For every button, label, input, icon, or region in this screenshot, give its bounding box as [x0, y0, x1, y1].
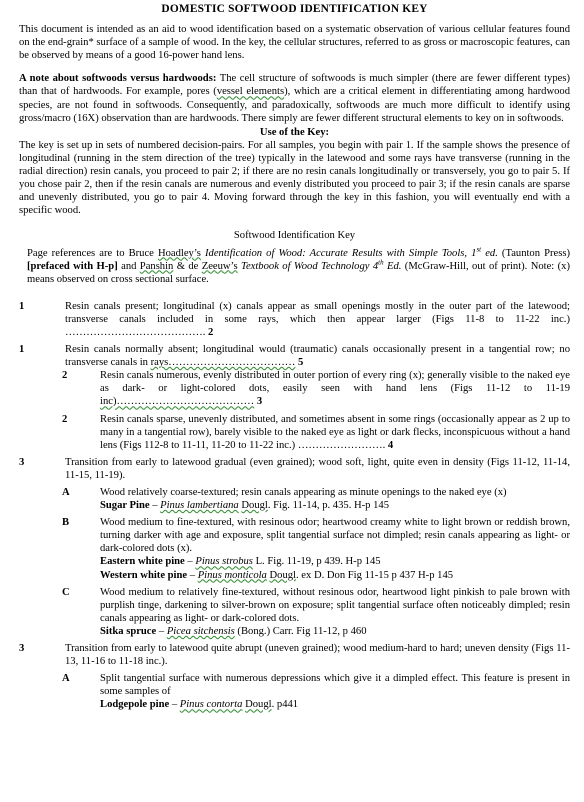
key-entry [19, 486, 570, 512]
ref-hoadley: Hoadley’s [157, 247, 201, 259]
entry-text [100, 486, 570, 512]
entry-description: Resin canals normally absent; longitudinal would (traumatic) canals occasionally present in a tangential row; no transverse canals in [65, 344, 570, 369]
entry-description: Wood medium to relatively fine-textured, without resinous odor, heartwood light pinkish to pale brown with purplish tinge, darkening to silver-brown on exposure; split tangential surface often noticeably dimpled; resin canals appearing as light- or dark-colored dots. [100, 586, 570, 624]
entry-goto: 5 [298, 357, 304, 369]
species-common-name: Eastern white pine [100, 556, 185, 568]
key-entry [19, 642, 570, 668]
entry-number: 2 [62, 413, 68, 425]
key-heading: Softwood Identification Key [233, 230, 356, 242]
species-common-name: Sitka spruce [100, 625, 157, 637]
ref-book2-sup: th [378, 258, 384, 267]
ref-book1 [205, 244, 498, 259]
species-line [100, 625, 570, 638]
species-line [100, 499, 570, 512]
entry-text [100, 586, 570, 638]
species-author: Dougl [245, 699, 272, 711]
ref-panshin: Panshin [139, 260, 174, 272]
entry-goto: 4 [387, 439, 394, 451]
species-line [100, 698, 570, 711]
ref-text: and [117, 260, 140, 272]
ref-book1-title: Identification of Wood: Accurate Results with Simple Tools, 1 [205, 247, 477, 259]
ref-book2-end: Ed. [383, 260, 402, 272]
ref-book2 [241, 258, 402, 272]
document-title: DOMESTIC SOFTWOOD IDENTIFICATION KEY [161, 3, 428, 15]
entry-description: Split tangential surface with numerous depressions which give it a dimpled effect. This feature is present in some samples of [100, 673, 570, 698]
species-separator: – [156, 625, 167, 637]
key-entry [19, 413, 570, 452]
entry-description: Transition from early to latewood gradual (even grained); wood soft, light, quite even in density (Figs 11-12, 11-14, 11-15, 11-19). [65, 456, 570, 481]
species-common-name: Sugar Pine [100, 500, 150, 512]
species-author: Dougl [269, 569, 296, 581]
species-reference: . p441 [271, 699, 299, 711]
key-entry [19, 369, 570, 408]
species-latin-name: Pinus monticola [197, 569, 267, 581]
entry-description: Resin canals present; longitudinal (x) canals appear as small openings mostly in the outer part of the latewood; transverse canals included in some rays, which then appear larger (Figs 11-8 to 11-22 inc.) …………………………………. [65, 300, 570, 338]
species-separator: – [149, 500, 161, 512]
entry-text [100, 413, 570, 452]
species-latin-name: Pinus lambertiana [160, 500, 239, 512]
species-separator: – [184, 556, 196, 568]
species-author: Dougl [241, 500, 268, 512]
entry-goto: 2 [208, 326, 214, 338]
key-entry [19, 300, 570, 339]
use-heading: Use of the Key: [259, 126, 330, 138]
entry-description: Transition from early to latewood quite abrupt (uneven grained); wood medium-hard to hard; uneven density (Figs 11-13, 11-16 to 11-18 inc.). [65, 643, 570, 668]
entry-text [100, 369, 570, 408]
entry-goto: 3 [256, 396, 263, 408]
entry-number: A [62, 487, 70, 498]
species-reference: . Fig. 11-14, p. 435. H-p 145 [267, 500, 389, 512]
ref-text: Page references are to Bruce [27, 247, 158, 259]
ref-book2-title: Textbook of Wood Technology 4 [241, 260, 379, 272]
ref-hp: [prefaced with H-p] [27, 260, 118, 272]
entry-leader: inc)………………………………… [100, 396, 255, 408]
entry-number: 1 [19, 300, 25, 312]
entry-text [100, 516, 570, 581]
entry-number: C [62, 586, 70, 598]
species-common-name: Lodgepole pine [100, 699, 170, 711]
entry-number: 3 [19, 456, 25, 468]
intro-paragraph: This document is intended as an aid to wood identification based on a systematic observation of various cellular features found on the end-grain* surface of a sample of wood. In the key, the cellular structures, referred to as gross or macroscopic features, can be observed by means of a good 16-power hand lens. [19, 24, 570, 62]
entry-number: 1 [19, 344, 25, 356]
ref-text: (McGraw-Hill, out of print). Note: (x) means observed on cross sectional surface. [27, 260, 570, 285]
entry-number: B [62, 517, 70, 529]
entry-text [65, 343, 570, 369]
key-entry [19, 456, 570, 482]
note-paragraph [19, 72, 570, 124]
species-separator: – [187, 569, 198, 581]
species-separator: – [169, 699, 180, 711]
species-reference: (Bong.) Carr. Fig 11-12, p 460 [234, 625, 367, 637]
entry-description: Resin canals sparse, unevenly distributed, and sometimes absent in some rings (occasionally appear as 2 up to many in a tangential row), barely visible to the naked eye as light or dark flecks, inconspicuous without a hand lens (Figs 112-8 to 11-11, 11-20 to 11-22 inc.) ……………………. [100, 413, 570, 451]
entry-number: A [62, 673, 70, 685]
entry-text [65, 300, 570, 339]
species-latin-name: Pinus contorta [179, 699, 243, 711]
references-paragraph [19, 244, 570, 286]
species-line [100, 569, 570, 582]
entry-description: Wood medium to fine-textured, with resinous odor; heartwood creamy white to light brown or reddish brown, turning darker with age and exposure, split tangential surface not dimpled; resin canals appearing as light- or dark-colored dots (x). [100, 517, 570, 555]
key-entry [19, 343, 570, 369]
ref-zeeuw: Zeeuw’s [201, 260, 238, 272]
note-heading: A note about softwoods versus hardwoods: [19, 73, 217, 85]
key-entry [19, 672, 570, 711]
species-common-name: Western white pine [100, 569, 188, 581]
entry-text [100, 672, 570, 711]
key-entry [19, 516, 570, 581]
species-reference: L. Fig. 11-19, p 439. H-p 145 [252, 556, 381, 568]
species-line [100, 555, 570, 568]
entry-number: 3 [19, 643, 25, 655]
note-text-1: The cell structure of softwoods is much simpler (there are fewer different types) than that of hardwoods. For example, pores ( [19, 73, 570, 98]
entry-description: Wood relatively coarse-textured; resin canals appearing as minute openings to the naked eye (x) [100, 487, 507, 498]
key-entry [19, 586, 570, 638]
use-paragraph: The key is set up in sets of numbered decision-pairs. For all samples, you begin with pair 1. If the sample shows the presence of longitudinal (running in the stem direction of the tree) typically in the latewood and some rays have transverse (running in the radial direction) resin canals, you proceed to pair 2; if there are no resin canals longitudinally or transversely, you go to pair 5. If you chose pair 2, then if the resin canals are numerous and evenly distributed you proceed to pair 3; if the resin canals are sparse and unevenly distributed, you go to pair 4. Moving forward through the key in this fashion, you will eventually end with a specific wood. [19, 139, 570, 217]
entry-leader: rays……………………………… [150, 357, 296, 369]
note-text-2: ), which are a critical element in differentiating among hardwood species, are not found in softwoods. Consequently, and paradoxically, softwoods are much more difficult to identify using gross/macro (16X) observation than are hardwoods. There simply are fewer different structural elements to key on in softwoods. [19, 86, 570, 124]
ref-book1-end: ed. [481, 247, 498, 259]
ref-text: & de [173, 260, 202, 272]
pores-term: vessel elements [216, 86, 285, 98]
species-reference: . ex D. Don Fig 11-15 p 437 H-p 145 [296, 569, 454, 581]
species-latin-name: Pinus strobus [195, 556, 253, 568]
species-latin-name: Picea sitchensis [166, 625, 235, 637]
ref-text: (Taunton Press) [497, 247, 570, 259]
ref-book1-sup: st [476, 244, 482, 253]
entry-description: Resin canals numerous, evenly distributed in outer portion of every ring (x); generally visible to the naked eye as dark- or light-colored dots, easily seen with hand lens (Figs 11-12 to 11-19 [100, 370, 570, 395]
entry-number: 2 [62, 370, 68, 382]
